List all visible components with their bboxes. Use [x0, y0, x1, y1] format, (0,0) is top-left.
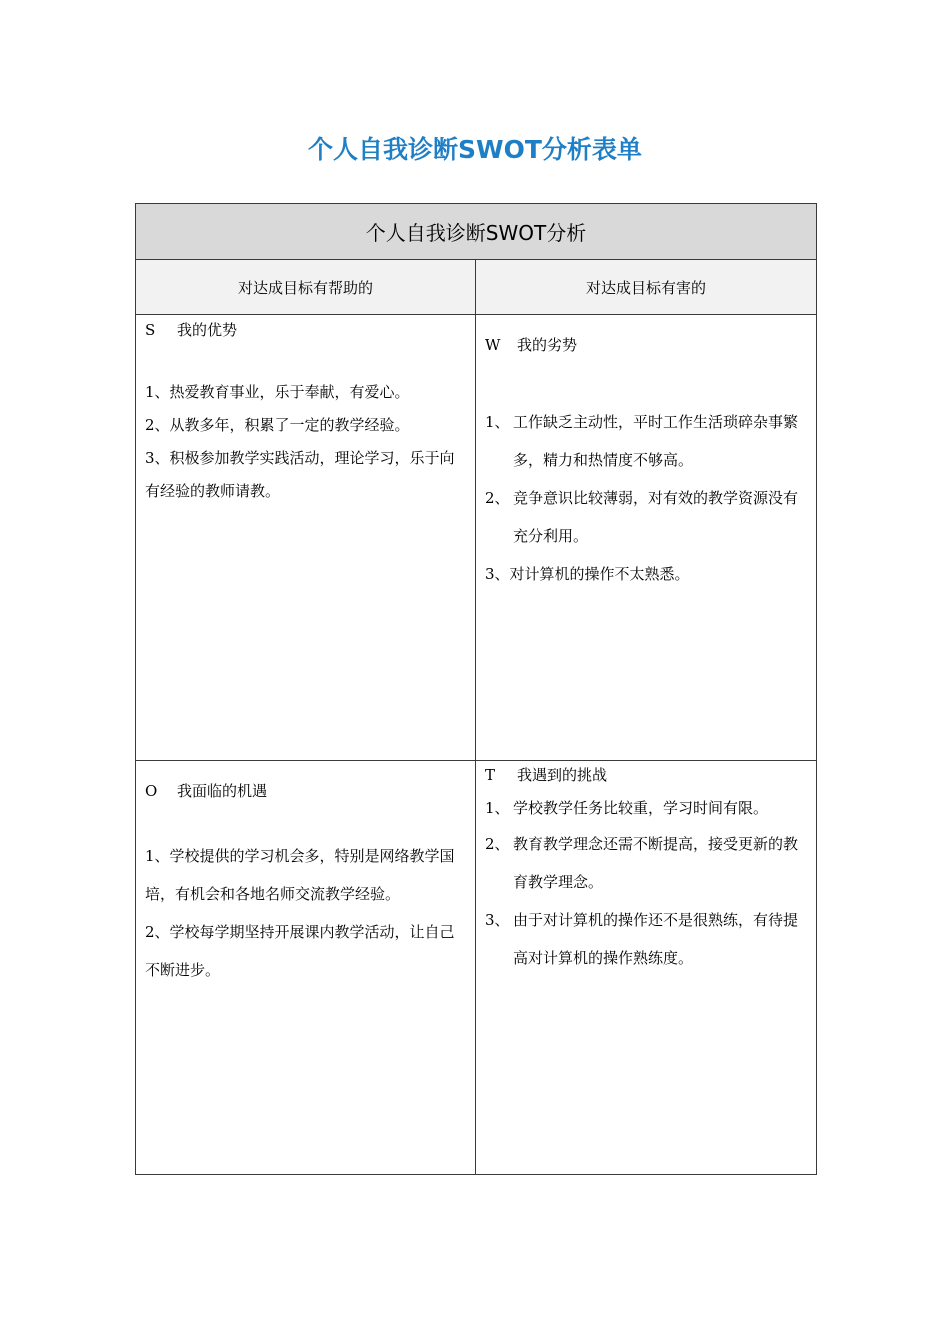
threats-item-1-number: 1、: [485, 799, 510, 817]
opportunities-heading: [145, 779, 467, 803]
weaknesses-heading: [485, 333, 808, 357]
weaknesses-item-2-text: 竞争意识比较薄弱，对有效的教学资源没有充分利用。: [513, 489, 799, 545]
weaknesses-item-1-text: 工作缺乏主动性，平时工作生活琐碎杂事繁多，精力和热情度不够高。: [513, 413, 799, 469]
threats-item-3-text: 由于对计算机的操作还不是很熟练，有待提高对计算机的操作熟练度。: [513, 911, 799, 967]
weaknesses-item-1-number: 1、: [485, 413, 510, 431]
swot-table: [135, 203, 817, 1175]
weaknesses-letter: W: [485, 336, 501, 354]
strengths-item-1: 1、热爱教育事业，乐于奉献，有爱心。: [145, 383, 410, 401]
threats-item-3: [485, 901, 808, 977]
threats-item-1-text: 学校教学任务比较重，学习时间有限。: [513, 799, 769, 817]
strengths-heading: [145, 318, 467, 342]
threats-item-3-number: 3、: [485, 911, 510, 929]
threats-item-2-number: 2、: [485, 835, 510, 853]
weaknesses-item-2: [485, 479, 808, 555]
threats-heading: [485, 763, 808, 787]
document-title: 个人自我诊断SWOT分析表单: [308, 135, 642, 164]
weaknesses-item-2-number: 2、: [485, 489, 510, 507]
opportunities-letter: O: [145, 782, 158, 800]
helpful-column-label: 对达成目标有帮助的: [136, 260, 476, 315]
weaknesses-item-3-number: 3、: [485, 565, 510, 583]
table-header: 个人自我诊断SWOT分析: [136, 204, 817, 260]
opportunities-cell: [136, 761, 476, 1175]
strengths-cell: [136, 315, 476, 761]
opportunities-item-1: 1、学校提供的学习机会多，特别是网络教学国培，有机会和各地名师交流教学经验。: [145, 847, 455, 903]
weaknesses-heading-text: 我的劣势: [517, 336, 578, 354]
threats-item-1: [485, 792, 808, 825]
strengths-item-2: 2、从教多年，积累了一定的教学经验。: [145, 416, 410, 434]
threats-item-2-text: 教育教学理念还需不断提高，接受更新的教育教学理念。: [513, 835, 799, 891]
weaknesses-item-3: [485, 555, 808, 593]
weaknesses-cell: [476, 315, 817, 761]
threats-heading-text: 我遇到的挑战: [517, 766, 608, 784]
strengths-letter: S: [145, 321, 156, 339]
opportunities-heading-text: 我面临的机遇: [177, 782, 268, 800]
strengths-item-3: 3、积极参加教学实践活动，理论学习，乐于向有经验的教师请教。: [145, 449, 455, 500]
opportunities-item-2: 2、学校每学期坚持开展课内教学活动，让自己不断进步。: [145, 923, 455, 979]
threats-letter: T: [485, 766, 496, 784]
weaknesses-item-3-text: 对计算机的操作不太熟悉。: [509, 565, 690, 583]
strengths-heading-text: 我的优势: [177, 321, 238, 339]
harmful-column-label: 对达成目标有害的: [476, 260, 817, 315]
threats-cell: [476, 761, 817, 1175]
threats-item-2: [485, 825, 808, 901]
weaknesses-item-1: [485, 403, 808, 479]
